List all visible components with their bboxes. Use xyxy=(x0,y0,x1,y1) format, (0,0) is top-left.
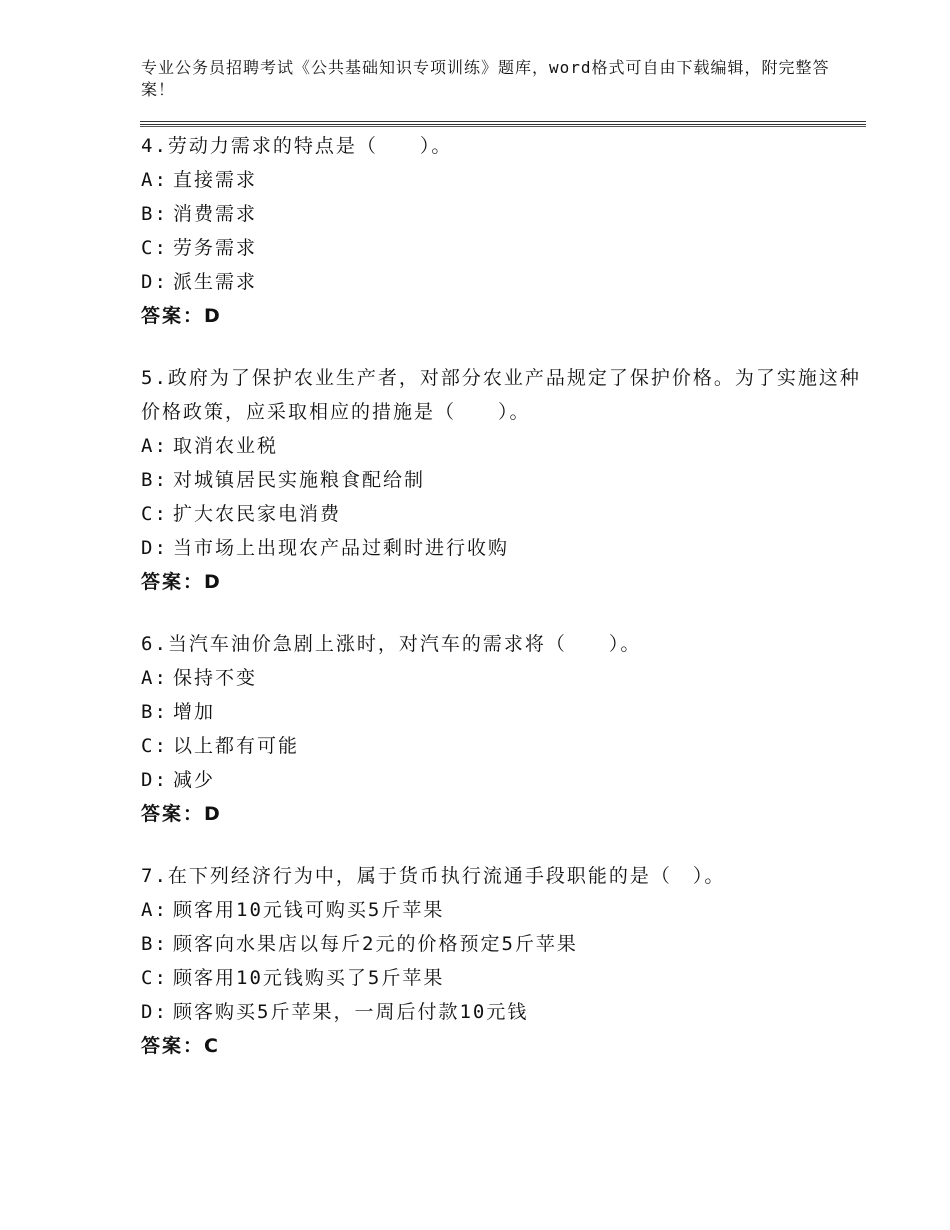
option-text: 当市场上出现农产品过剩时进行收购 xyxy=(173,537,510,559)
option-text: 保持不变 xyxy=(173,667,258,689)
option-text: 顾客用10元钱可购买5斤苹果 xyxy=(173,899,445,921)
header-divider xyxy=(140,121,866,125)
option-a xyxy=(141,429,861,463)
option-text: 增加 xyxy=(173,701,216,723)
option-a xyxy=(141,661,861,695)
option-key: C: xyxy=(141,237,168,259)
option-c xyxy=(141,497,861,531)
option-d xyxy=(141,531,861,565)
option-c xyxy=(141,729,861,763)
option-key: A: xyxy=(141,667,168,689)
question-list xyxy=(141,129,861,1091)
option-key: B: xyxy=(141,469,168,491)
option-text: 顾客购买5斤苹果，一周后付款10元钱 xyxy=(173,1001,529,1023)
option-b xyxy=(141,463,861,497)
option-text: 取消农业税 xyxy=(173,435,279,457)
option-text: 扩大农民家电消费 xyxy=(173,503,342,525)
option-key: A: xyxy=(141,169,168,191)
option-d xyxy=(141,995,861,1029)
question-text: 5.政府为了保护农业生产者，对部分农业产品规定了保护价格。为了实施这种价格政策，应采取相应的措施是（ ）。 xyxy=(141,367,861,423)
option-key: A: xyxy=(141,899,168,921)
option-d xyxy=(141,265,861,299)
option-key: D: xyxy=(141,537,168,559)
question-text: 6.当汽车油价急剧上涨时，对汽车的需求将（ ）。 xyxy=(141,633,642,655)
header-text: 专业公务员招聘考试《公共基础知识专项训练》题库，word格式可自由下载编辑，附完整答案！ xyxy=(141,58,830,99)
option-b xyxy=(141,197,861,231)
answer-line: 答案：D xyxy=(141,571,222,593)
option-key: C: xyxy=(141,503,168,525)
option-text: 以上都有可能 xyxy=(173,735,300,757)
option-text: 直接需求 xyxy=(173,169,258,191)
question-7 xyxy=(141,859,861,1063)
option-key: A: xyxy=(141,435,168,457)
option-key: B: xyxy=(141,203,168,225)
option-a xyxy=(141,893,861,927)
question-4 xyxy=(141,129,861,333)
question-text: 7.在下列经济行为中，属于货币执行流通手段职能的是（ ）。 xyxy=(141,865,726,887)
option-key: D: xyxy=(141,271,168,293)
option-b xyxy=(141,927,861,961)
document-header xyxy=(141,57,841,101)
option-c xyxy=(141,961,861,995)
option-text: 派生需求 xyxy=(173,271,258,293)
question-6 xyxy=(141,627,861,831)
option-key: B: xyxy=(141,701,168,723)
question-5 xyxy=(141,361,861,599)
option-text: 顾客用10元钱购买了5斤苹果 xyxy=(173,967,445,989)
option-key: C: xyxy=(141,967,168,989)
option-text: 对城镇居民实施粮食配给制 xyxy=(173,469,426,491)
question-text: 4.劳动力需求的特点是（ ）。 xyxy=(141,135,453,157)
option-key: B: xyxy=(141,933,168,955)
answer-line: 答案：D xyxy=(141,305,222,327)
option-key: D: xyxy=(141,769,168,791)
option-b xyxy=(141,695,861,729)
answer-line: 答案：D xyxy=(141,803,222,825)
option-a xyxy=(141,163,861,197)
option-text: 顾客向水果店以每斤2元的价格预定5斤苹果 xyxy=(173,933,578,955)
option-text: 减少 xyxy=(173,769,216,791)
option-d xyxy=(141,763,861,797)
option-c xyxy=(141,231,861,265)
option-text: 劳务需求 xyxy=(173,237,258,259)
option-text: 消费需求 xyxy=(173,203,258,225)
option-key: C: xyxy=(141,735,168,757)
header-divider-thin xyxy=(140,126,866,127)
option-key: D: xyxy=(141,1001,168,1023)
answer-line: 答案：C xyxy=(141,1035,220,1057)
